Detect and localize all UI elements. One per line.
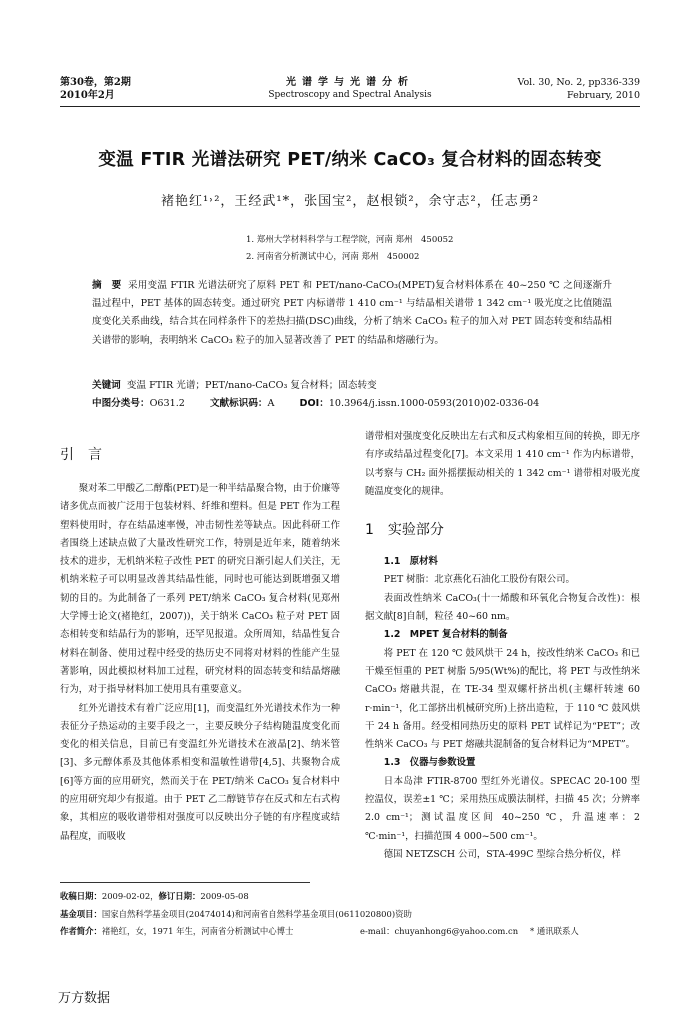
- bio-label: 作者简介：: [60, 926, 102, 936]
- intro-paragraph-3: 谱带相对强度变化反映出左右式和反式构象相互间的转换，即无序有序或结晶过程变化[7]。本文采用 1 410 cm⁻¹ 作为内标谱带，以考察与 CH₂ 面外摇摆振动相关的 1 342 cm⁻¹ 谱带相对吸光度随温度变化的规律。: [365, 431, 640, 497]
- section-1-1-title: 1.1 原材料: [383, 556, 438, 568]
- clc-label: 中图分类号：: [92, 398, 150, 409]
- material-caco3: 表面改性纳米 CaCO₃(十一烯酸和环氧化合物复合改性)：根据文献[8]自制，粒径 40~60 nm。: [365, 592, 640, 623]
- volume-info-en: [517, 76, 640, 102]
- bio-text: 褚艳红，女，1971 年生，河南省分析测试中心博士: [101, 926, 294, 936]
- experiment-heading: 1 实验部分: [365, 522, 444, 539]
- intro-paragraph-2: 红外光谱技术有着广泛应用[1]，而变温红外光谱技术作为一种表征分子热运动的主要手段之一，主要反映分子结构随温度变化而变化的相关信息，目前已有变温红外光谱技术在液晶[2]、纳米管[3]、多元醇体系及其他体系相变和温敏性谱带[4,5]、共聚物合成[6]等方面的应用研究，然而关于在 PET/纳米 CaCO₃ 复合材料中的应用研究却少有报道。由于 PET 乙二醇链节存在反式和左右式构象，其相应的吸收谱带相对强度可以反映出分子链的有序程度或结晶程度，而吸收: [60, 702, 340, 842]
- intro-heading: 引 言: [60, 447, 102, 463]
- author-email: e-mail：chuyanhong6@yahoo.com.cn: [360, 926, 519, 936]
- doc-code-value: A: [267, 398, 275, 409]
- journal-name-en: Spectroscopy and Spectral Analysis: [268, 90, 432, 100]
- issue-date-en: February, 2010: [567, 90, 640, 101]
- left-column: [60, 480, 340, 846]
- right-column: [365, 428, 640, 864]
- author-list: 褚艳红¹˒²，王经武¹*，张国宝²，赵根锁²，余守志²，任志勇²: [161, 194, 539, 209]
- footnote-rule: [60, 882, 310, 883]
- footnotes: [60, 888, 650, 941]
- watermark-text: 万方数据: [58, 991, 111, 1006]
- affiliation-1: 1. 郑州大学材料科学与工程学院，河南 郑州 450052: [246, 235, 454, 245]
- running-header: [60, 76, 640, 106]
- affiliations: [246, 232, 453, 266]
- received-date: 2009-02-02，: [101, 891, 159, 901]
- intro-paragraph-1: 聚对苯二甲酸乙二醇酯(PET)是一种半结晶聚合物，由于价廉等诸多优点而被广泛用于包装材料、纤维和塑料。但是 PET 作为工程塑料使用时，存在结晶速率慢，冲击韧性差等缺点。因此科研工作者围绕上述缺点做了大量改性研究工作，特别是近年来，随着纳米技术的进步，无机纳米粒子改性 PET 的研究日渐引起人们关注，无机纳米粒子可以明显改善其结晶性能，同时也可能达到既增强又增韧的目的。为此制备了一系列 PET/纳米 CaCO₃ 复合材料(见郑州大学博士论文(褚艳红，2007))，关于纳米 CaCO₃ 粒子对 PET 固态相转变和结晶行为的影响，还罕见报道。众所周知，结晶性复合材料在制备、使用过程中经受的热历史不同将对材料的性能产生显著影响，因此模拟材料加工过程，研究材料的固态转变和结晶熔融行为，对于指导材料加工使用具有重要意义。: [60, 483, 340, 696]
- instrument-ftir: 日本岛津 FTIR-8700 型红外光谱仪。SPECAC 20-100 型控温仪，误差±1 ℃；采用热压成膜法制样，扫描 45 次；分辨率 2.0 cm⁻¹；测试温度区间 40~250 ℃，升温速率：2 ℃·min⁻¹，扫描范围 4 000~500 cm⁻¹。: [365, 775, 640, 842]
- volume-pages: Vol. 30, No. 2, pp336-339: [517, 77, 640, 88]
- section-1-3-title: 1.3 仪器与参数设置: [383, 757, 476, 769]
- abstract-label: 摘 要: [92, 280, 122, 291]
- preparation-text: 将 PET 在 120 ℃ 鼓风烘干 24 h，按改性纳米 CaCO₃ 和已干燥至恒重的 PET 树脂 5/95(Wt%)的配比，将 PET 与改性纳米 CaCO₃ 熔融共混，在 TE-34 型双螺杆挤出机(主螺杆转速 60 r·min⁻¹，化工部挤出机械研究所)上挤出造粒，于 110 ℃ 鼓风烘干 24 h 备用。经受相同热历史的原料 PET 试样记为“PET”；改性纳米 CaCO₃ 与 PET 熔融共混制备的复合材料记为“MPET”。: [365, 647, 640, 751]
- keywords-block: [92, 377, 612, 413]
- journal-name-cn: 光谱学与光谱分析: [286, 77, 414, 88]
- issue-date-cn: 2010年2月: [60, 90, 115, 101]
- fund-text: 国家自然科学基金项目(20474014)和河南省自然科学基金项目(0611020800)资助: [101, 908, 412, 919]
- abstract-text: 采用变温 FTIR 光谱法研究了原料 PET 和 PET/nano-CaCO₃(MPET)复合材料体系在 40~250 ℃ 之间逐渐升温过程中，PET 基体的固态转变。通过研究 PET 内标谱带 1 410 cm⁻¹ 与结晶相关谱带 1 342 cm⁻¹ 吸光度之比值随温度变化关系曲线，结合其在同样条件下的差热扫描(DSC)曲线，分析了纳米 CaCO₃ 粒子的加入对 PET 固态转变和结晶相关谱带的影响，表明纳米 CaCO₃ 粒子的加入显著改善了 PET 的结晶和熔融行为。: [92, 280, 613, 346]
- keywords-text: 变温 FTIR 光谱；PET/nano-CaCO₃ 复合材料；固态转变: [126, 380, 377, 391]
- fund-label: 基金项目：: [60, 908, 102, 919]
- instrument-sta: 德国 NETZSCH 公司，STA-499C 型综合热分析仪，样: [383, 848, 621, 860]
- doi-label: DOI：: [299, 398, 329, 409]
- header-rule: [60, 106, 640, 107]
- doc-code-label: 文献标识码：: [209, 398, 268, 409]
- volume-issue: 第30卷，第2期: [60, 77, 131, 88]
- revised-label: 修订日期：: [158, 891, 201, 901]
- corresponding-author-note: * 通讯联系人: [530, 926, 579, 936]
- doi-value: 10.3964/j.issn.1000-0593(2010)02-0336-04: [328, 398, 540, 409]
- revised-date: 2009-05-08: [200, 891, 249, 901]
- keywords-label: 关键词: [92, 380, 121, 391]
- clc-value: O631.2: [149, 398, 185, 409]
- material-pet: PET 树脂：北京燕化石油化工股份有限公司。: [383, 574, 575, 586]
- abstract: [92, 277, 612, 350]
- received-label: 收稿日期：: [60, 891, 102, 901]
- paper-title: 变温 FTIR 光谱法研究 PET/纳米 CaCO₃ 复合材料的固态转变: [98, 150, 602, 170]
- section-1-2-title: 1.2 MPET 复合材料的制备: [383, 629, 508, 641]
- affiliation-2: 2. 河南省分析测试中心，河南 郑州 450002: [246, 252, 420, 262]
